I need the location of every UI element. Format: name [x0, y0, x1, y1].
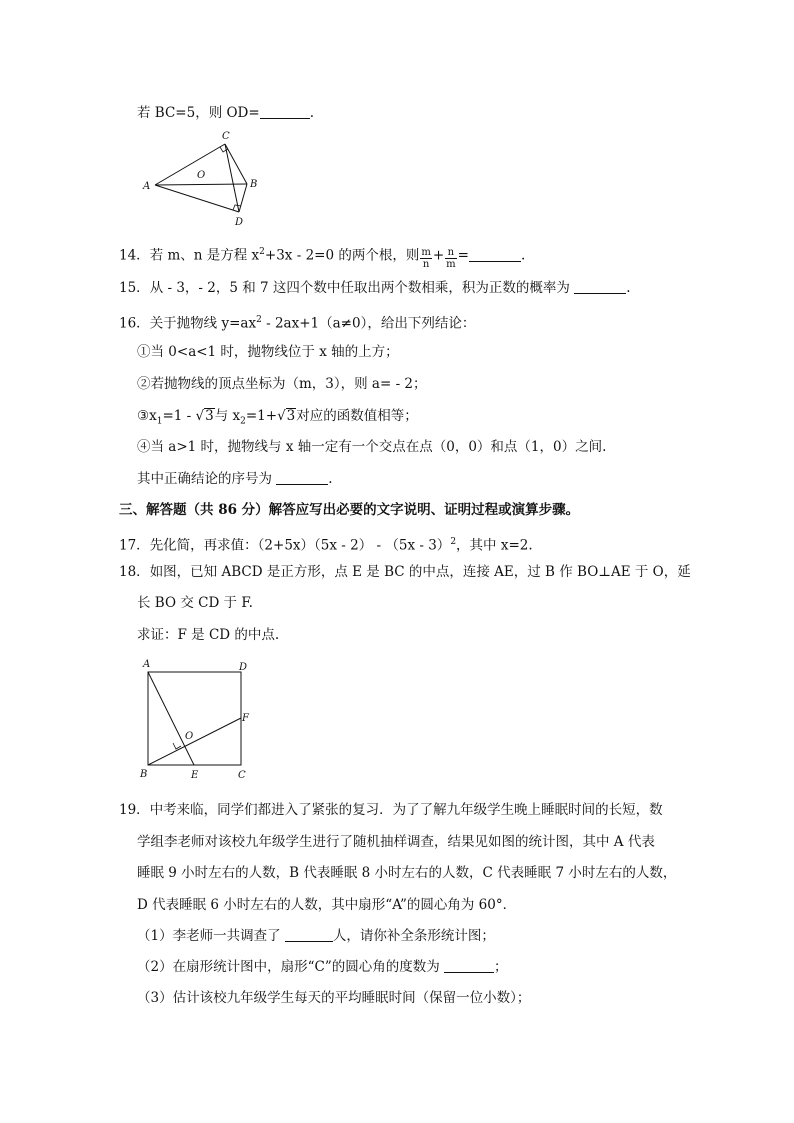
answer-blank[interactable] — [276, 470, 328, 485]
q13-tail: 若 BC=5，则 OD= . — [137, 105, 314, 121]
label-d: D — [239, 662, 248, 673]
segment-ac — [155, 144, 225, 185]
label-c: C — [222, 131, 230, 142]
question-18-line-2: 长 BO 交 CD 于 F. — [137, 595, 253, 611]
label-o: O — [185, 731, 194, 742]
label-a: A — [143, 181, 151, 192]
label-b: B — [140, 769, 148, 780]
q16-conclusion-4: ④当 a>1 时，抛物线与 x 轴一定有一个交点在点（0，0）和点（1，0）之间. — [137, 439, 607, 455]
question-19-part-1: （1）李老师一共调查了 人，请你补全条形统计图； — [137, 928, 495, 944]
q16-conclusion-1: ①当 0<a<1 时，抛物线位于 x 轴的上方； — [137, 344, 399, 360]
label-c: C — [238, 770, 246, 781]
answer-blank[interactable] — [469, 247, 521, 262]
answer-blank[interactable] — [574, 279, 626, 294]
q16-conclusion-3: $③x_1=1 - √3$与 $x_2=1+√3$对应的函数值相等； — [137, 408, 418, 427]
question-19-part-3: （3）估计该校九年级学生每天的平均睡眠时间（保留一位小数）； — [137, 990, 531, 1006]
question-18-line-3: 求证：F 是 CD 的中点. — [137, 627, 280, 643]
figure-q18 — [138, 655, 258, 783]
question-14: 14．若 m、n 是方程 $x^2+3x - 2=0$ 的两个根，则 $\frac{m}{n}$ + $\frac{n}{m}$ = . — [119, 246, 526, 270]
label-b: B — [250, 179, 258, 190]
fraction-n-over-m: $\frac{n}{m}$ — [446, 246, 456, 270]
segment-ae — [148, 672, 194, 765]
square-abcd — [148, 672, 241, 765]
label-e: E — [191, 770, 199, 781]
question-19-line-1: 19．中考来临，同学们都进入了紧张的复习．为了了解九年级学生晚上睡眠时间的长短，数 — [119, 802, 663, 818]
question-19-line-3: 睡眠 9 小时左右的人数，B 代表睡眠 8 小时左右的人数，C 代表睡眠 7 小时左右的人数， — [137, 865, 677, 881]
q16-conclusion-2: ②若抛物线的顶点坐标为（m，3），则 a= - 2； — [137, 376, 427, 392]
question-15: 15．从 - 3，- 2，5 和 7 这四个数中任取出两个数相乘，积为正数的概率为 . — [119, 280, 631, 296]
question-17: 17．先化简，再求值：（2+5x）（5x - 2） - （5x - 3）$^2$，其中 x=2. — [119, 537, 533, 554]
right-angle-mark-o — [173, 743, 181, 749]
question-19-line-4: D 代表睡眠 6 小时左右的人数，其中扇形“A”的圆心角为 60°． — [137, 897, 517, 913]
segment-ad — [155, 185, 239, 212]
question-19-line-2: 学组李老师对该校九年级学生进行了随机抽样调查，结果见如图的统计图，其中 A 代表 — [137, 834, 655, 850]
question-19-part-2: （2）在扇形统计图中，扇形“C”的圆心角的度数为 ； — [137, 959, 508, 975]
question-16: 16．关于抛物线 $y=ax^2 - 2ax+1(a\ne 0)$，给出下列结论： — [119, 315, 476, 332]
label-f: F — [242, 713, 249, 724]
segment-cb — [225, 144, 247, 184]
fraction-m-over-n: $\frac{m}{n}$ — [421, 246, 431, 270]
label-o: O — [197, 170, 206, 181]
answer-blank[interactable] — [444, 958, 494, 973]
q16-answer-line: 其中正确结论的序号为 . — [137, 471, 333, 487]
segment-cd — [225, 144, 239, 212]
label-d: D — [235, 217, 244, 228]
segment-db — [239, 184, 247, 212]
segment-bf — [148, 718, 241, 765]
label-a: A — [143, 659, 151, 670]
answer-blank[interactable] — [285, 927, 333, 942]
question-18-line-1: 18．如图，已知 ABCD 是正方形，点 E 是 BC 的中点，连接 AE，过 B 作 BO⊥AE 于 O，延 — [119, 564, 691, 580]
section-3-title: 三、解答题（共 86 分）解答应写出必要的文字说明、证明过程或演算步骤。 — [119, 502, 580, 518]
answer-blank[interactable] — [260, 104, 310, 119]
figure-q13 — [138, 128, 258, 230]
